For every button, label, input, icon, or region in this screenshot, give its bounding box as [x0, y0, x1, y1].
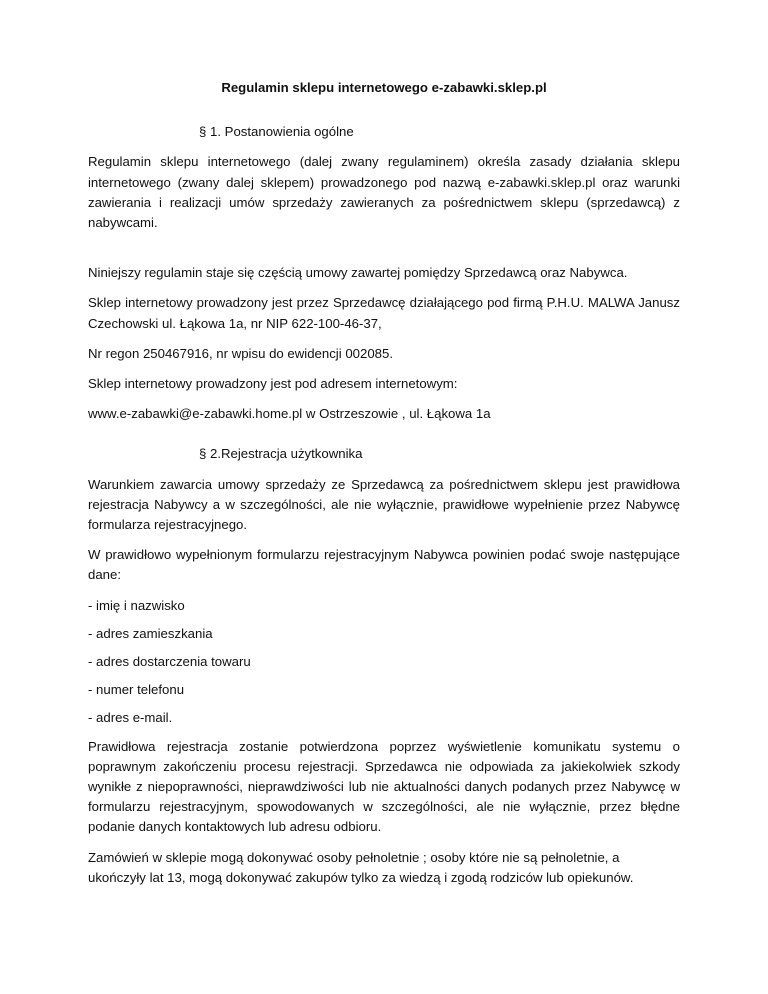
section-1-paragraph: Niniejszy regulamin staje się częścią umowy zawartej pomiędzy Sprzedawcą oraz Nabywca.	[88, 265, 628, 281]
document-content	[88, 78, 680, 898]
list-item: - imię i nazwisko	[88, 597, 185, 613]
list-item: - adres e-mail.	[88, 710, 173, 726]
section-1-paragraph: Sklep internetowy prowadzony jest pod adresem internetowym:	[88, 376, 458, 392]
list-item: - adres zamieszkania	[88, 625, 213, 641]
section-1-heading: § 1. Postanowienia ogólne	[199, 124, 354, 140]
section-2-heading: § 2.Rejestracja użytkownika	[199, 446, 363, 462]
section-1-paragraph: Regulamin sklepu internetowego (dalej zwany regulaminem) określa zasady działania sklepu internetowego (zwany dalej sklepem) prowadzonego pod nazwą e-zabawki.sklep.pl oraz warunki zawierania i realizacji umów sprzedaży zawieranych za pośrednictwem sklepu (sprzedawcą) z nabywcami.	[88, 154, 680, 231]
section-2-paragraph: Warunkiem zawarcia umowy sprzedaży ze Sprzedawcą za pośrednictwem sklepu jest prawidłowa rejestracja Nabywcy a w szczególności, ale nie wyłącznie, prawidłowe wypełnienie przez Nabywcę formularza rejestracyjnego.	[88, 476, 680, 533]
section-2-paragraph: Prawidłowa rejestracja zostanie potwierdzona poprzez wyświetlenie komunikatu systemu o poprawnym zakończeniu procesu rejestracji. Sprzedawca nie odpowiada za jakiekolwiek szkody wynikłe z niepoprawności, nieprawdziwości lub nie aktualności danych podanych przez Nabywcę w formularzu rejestracyjnym, spowodowanych w szczególności, ale nie wyłącznie, przez błędne podanie danych kontaktowych lub adresu odbioru.	[88, 738, 680, 835]
section-2-paragraph: W prawidłowo wypełnionym formularzu rejestracyjnym Nabywca powinien podać swoje następujące dane:	[88, 547, 680, 583]
section-1-paragraph: www.e-zabawki@e-zabawki.home.pl w Ostrzeszowie , ul. Łąkowa 1a	[88, 406, 491, 422]
section-1-paragraph: Sklep internetowy prowadzony jest przez Sprzedawcę działającego pod firmą P.H.U. MALWA Janusz Czechowski ul. Łąkowa 1a, nr NIP 622-100-46-37,	[88, 295, 680, 331]
document-title: Regulamin sklepu internetowego e-zabawki.sklep.pl	[221, 80, 547, 95]
section-1-paragraph: Nr regon 250467916, nr wpisu do ewidencji 002085.	[88, 345, 393, 361]
list-item: - adres dostarczenia towaru	[88, 654, 251, 670]
section-2-paragraph: Zamówień w sklepie mogą dokonywać osoby pełnoletnie ; osoby które nie są pełnoletnie, a ukończyły lat 13, mogą dokonywać zakupów tylko za wiedzą i zgodą rodziców lub opiekunów.	[88, 849, 634, 885]
list-item: - numer telefonu	[88, 682, 185, 698]
